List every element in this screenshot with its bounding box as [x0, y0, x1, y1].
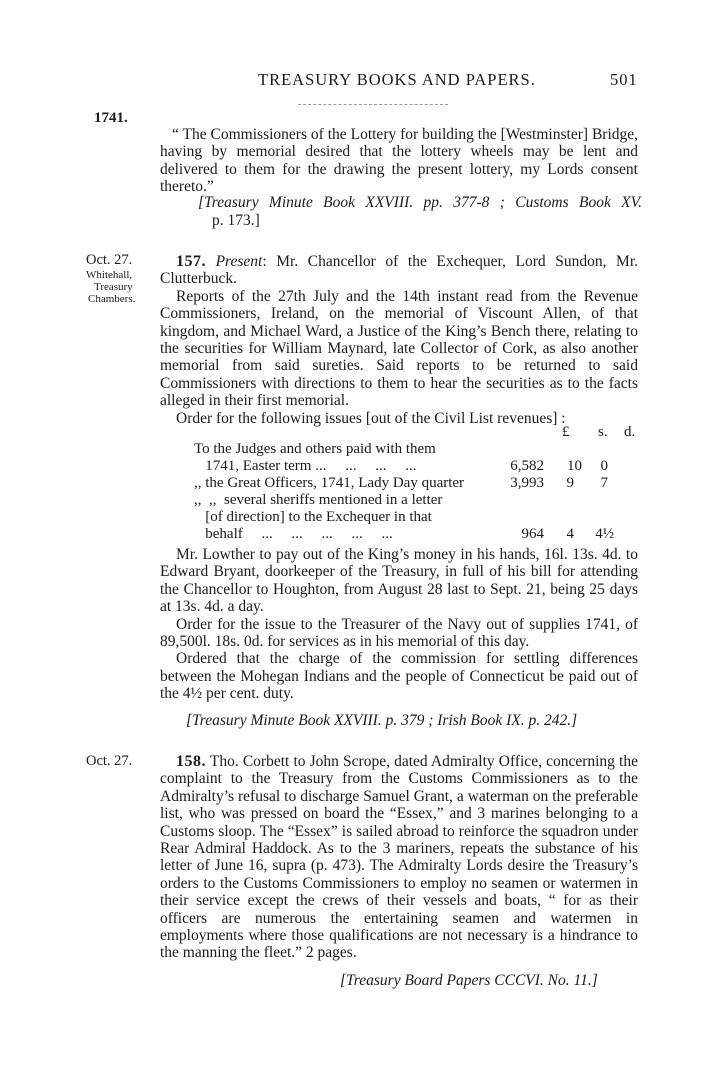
intro-text: “ The Commissioners of the Lottery for building the [Westminster] Bridge, having by memorial desired that the lottery wheels may be lent and delivered to them for the drawing the present lottery, my Lords consent thereto.”	[160, 126, 638, 196]
running-title: TREASURY BOOKS AND PAPERS.	[258, 70, 536, 89]
issues-table	[194, 441, 644, 543]
row-label: To the Judges and others paid with them	[194, 441, 436, 457]
entry157-para1: Reports of the 27th July and the 14th instant read from the Revenue Commissioners, Ireland, on the memorial of Viscount Allen, of that kingdom, and Michael Ward, a Justice of the King’s Bench there, relating to the securities for William Maynard, late Collector of Cork, as also another memorial from said sureties. Said reports to be returned to said Commissioners with directions to them to hear the securities as to the facts alleged in their first memorial.	[160, 287, 638, 410]
row-pence: 7	[600, 475, 608, 491]
entry157-number: 157.	[176, 253, 206, 270]
entry157-body-continued	[160, 546, 638, 703]
page-number: 501	[610, 70, 638, 89]
row-pence: 4½	[595, 526, 614, 542]
intro-citation-line2: p. 173.]	[212, 212, 260, 229]
present-label: Present	[215, 253, 263, 270]
entry158-body	[160, 753, 638, 962]
row-label: [of direction] to the Exchequer in that	[194, 509, 432, 525]
header-rule	[298, 104, 448, 105]
entry157-present	[160, 253, 638, 288]
entry157-place-2: Treasury	[94, 281, 133, 293]
row-label: ,, the Great Officers, 1741, Lady Day quarter	[194, 475, 465, 491]
entry157-body	[160, 253, 638, 427]
table-row	[194, 475, 644, 492]
table-row	[194, 441, 644, 458]
row-shillings: 4	[566, 526, 574, 542]
entry157-place-1: Whitehall,	[86, 269, 133, 281]
col-header-pence: d.	[624, 424, 636, 440]
table-row	[194, 458, 644, 475]
table-row	[194, 492, 644, 509]
col-header-pounds: £	[562, 424, 570, 440]
entry157-citation: [Treasury Minute Book XXVIII. p. 379 ; Irish Book IX. p. 242.]	[186, 712, 578, 729]
row-pounds: 6,582	[510, 458, 544, 474]
row-label: 1741, Easter term ... ... ... ...	[194, 458, 417, 474]
table-row	[194, 526, 644, 543]
entry157-order-line: Order for the following issues [out of the Civil List revenues] :	[176, 409, 566, 427]
entry157-date: Oct. 27.	[86, 252, 133, 268]
row-label: behalf ... ... ... ... ...	[194, 526, 393, 542]
entry157-place-3: Chambers.	[88, 293, 136, 305]
row-pounds: 3,993	[510, 475, 544, 491]
intro-paragraph	[160, 126, 638, 196]
entry157-para3: Order for the issue to the Treasurer of the Navy out of supplies 1741, of 89,500l. 18s. 0d. for services as in his memorial of this day.	[160, 615, 638, 651]
entry158-number: 158.	[176, 753, 206, 770]
row-shillings: 10	[567, 458, 582, 474]
entry157-para4: Ordered that the charge of the commission for settling differences between the Mohegan Indians and the people of Connecticut be paid out of the 4½ per cent. duty.	[160, 650, 638, 703]
row-label: ,, ,, several sheriffs mentioned in a letter	[194, 492, 443, 508]
col-header-shillings: s.	[598, 424, 608, 440]
row-shillings: 9	[566, 475, 574, 491]
row-pounds: 964	[521, 526, 544, 542]
entry158-citation: [Treasury Board Papers CCCVI. No. 11.]	[340, 972, 598, 989]
entry157-para2: Mr. Lowther to pay out of the King’s money in his hands, 16l. 13s. 4d. to Edward Bryant, doorkeeper of the Treasury, in full of his bill for attending the Chancellor to Houghton, from August 28 last to Sept. 21, being 25 days at 13s. 4d. a day.	[160, 546, 638, 616]
entry157-margin	[86, 252, 156, 305]
table-row	[194, 509, 644, 526]
entry158-date: Oct. 27.	[86, 753, 133, 769]
entry158-paragraph	[160, 753, 638, 962]
intro-citation-line1: [Treasury Minute Book XXVIII. pp. 377-8 ; Customs Book XV.	[198, 194, 642, 211]
present-text: : Mr. Chancellor of the Exchequer, Lord Sundon, Mr. Clutterbuck.	[160, 253, 639, 288]
row-pence: 0	[600, 458, 608, 474]
year-marker: 1741.	[94, 110, 128, 126]
entry158-text: Tho. Corbett to John Scrope, dated Admiralty Office, concerning the complaint to the Treasury from the Customs Commissioners as to the Admiralty’s refusal to discharge Samuel Grant, a waterman on the preferable list, who was pressed on board the “Essex,” and 3 marines belonging to a Customs sloop. The “Essex” is sailed abroad to reinforce the squadron under Rear Admiral Haddock. As to the 3 mariners, repeats the substance of his letter of June 16, supra (p. 473). The Admiralty Lords desire the Treasury’s orders to the Customs Commissioners to employ no seamen or watermen in their service except the crews of their vessels and boats, “ for as their officers are numerous the entertaining seamen and watermen in employments where those qualifications are not necessary is a hindrance to the manning the fleet.” 2 pages.	[160, 753, 638, 962]
